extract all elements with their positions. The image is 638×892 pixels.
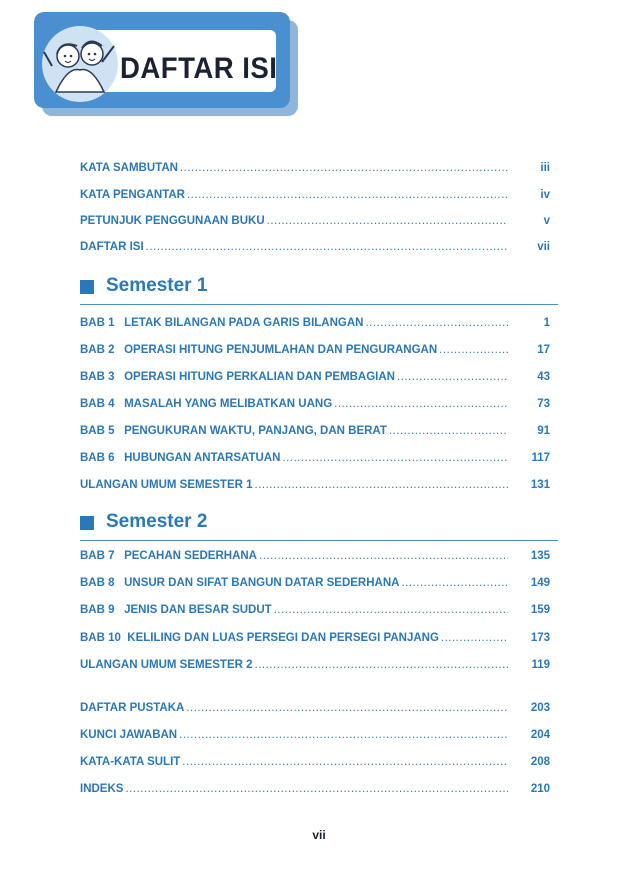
toc-entry[interactable]	[80, 632, 560, 648]
dot-leader	[282, 452, 508, 464]
dot-leader	[125, 783, 508, 795]
dot-leader	[259, 550, 508, 562]
toc-entry-label: BAB 2 OPERASI HITUNG PENJUMLAHAN DAN PENGURANGAN	[80, 344, 438, 356]
toc-entry-leader	[80, 729, 510, 741]
toc-entry[interactable]	[80, 756, 560, 772]
toc-entry-page: 149	[530, 577, 550, 589]
toc-entry-label: ULANGAN UMUM SEMESTER 1	[80, 479, 253, 491]
toc-entry-label: BAB 9 JENIS DAN BESAR SUDUT	[80, 604, 272, 616]
title-banner	[34, 12, 298, 116]
semester-2-heading: Semester 2	[80, 512, 558, 541]
toc-entry-leader	[80, 241, 510, 253]
toc-entry[interactable]	[80, 425, 560, 441]
toc-entry[interactable]	[80, 241, 560, 257]
toc-entry[interactable]	[80, 659, 560, 675]
page-title: DAFTAR ISI	[120, 52, 278, 85]
toc-entry-page: 208	[530, 756, 550, 768]
toc-entry-page: 73	[537, 398, 550, 410]
toc-entry[interactable]	[80, 577, 560, 593]
toc-entry[interactable]	[80, 452, 560, 468]
dot-leader	[441, 632, 508, 644]
toc-entry[interactable]	[80, 702, 560, 718]
semester-1-heading: Semester 1	[80, 276, 558, 305]
toc-entry[interactable]	[80, 550, 560, 566]
toc-entry-leader	[80, 756, 510, 768]
toc-entry-label: DAFTAR PUSTAKA	[80, 702, 185, 714]
toc-entry-leader	[80, 398, 510, 410]
toc-entry-page: 17	[537, 344, 550, 356]
dot-leader	[182, 756, 508, 768]
toc-entry-page: 119	[531, 659, 550, 671]
toc-entry-leader	[80, 659, 510, 671]
toc-entry-leader	[80, 425, 510, 437]
toc-entry-label: BAB 7 PECAHAN SEDERHANA	[80, 550, 257, 562]
toc-entry-leader	[80, 317, 510, 329]
dot-leader	[274, 604, 508, 616]
dot-leader	[397, 371, 508, 383]
toc-entry-leader	[80, 189, 510, 201]
dot-leader	[255, 479, 508, 491]
toc-entry-page: 203	[530, 702, 550, 714]
toc-entry-page: iii	[540, 162, 550, 174]
toc-entry-page: 210	[530, 783, 550, 795]
toc-entry[interactable]	[80, 317, 560, 333]
toc-entry[interactable]	[80, 783, 560, 799]
toc-entry-label: BAB 1 LETAK BILANGAN PADA GARIS BILANGAN	[80, 317, 364, 329]
dot-leader	[389, 425, 508, 437]
toc-entry[interactable]	[80, 162, 560, 178]
dot-leader	[146, 241, 508, 253]
toc-entry-page: 43	[537, 371, 550, 383]
toc-entry-label: KATA PENGANTAR	[80, 189, 185, 201]
toc-entry-leader	[80, 604, 510, 616]
toc-entry-label: KATA SAMBUTAN	[80, 162, 178, 174]
toc-entry[interactable]	[80, 479, 560, 495]
toc-entry-label: KATA-KATA SULIT	[80, 756, 181, 768]
toc-entry-leader	[80, 702, 510, 714]
dot-leader	[401, 577, 508, 589]
toc-entry-leader	[80, 479, 510, 491]
toc-entry[interactable]	[80, 604, 560, 620]
toc-entry-label: BAB 3 OPERASI HITUNG PERKALIAN DAN PEMBAGIAN	[80, 371, 395, 383]
toc-entry-label: BAB 5 PENGUKURAN WAKTU, PANJANG, DAN BERAT	[80, 425, 387, 437]
toc-entry[interactable]	[80, 729, 560, 745]
toc-entry-page: 204	[530, 729, 550, 741]
page-number: vii	[312, 828, 326, 842]
dot-leader	[187, 189, 508, 201]
toc-entry-label: ULANGAN UMUM SEMESTER 2	[80, 659, 253, 671]
dot-leader	[255, 659, 508, 671]
toc-entry-page: v	[543, 215, 550, 227]
toc-entry-label: KUNCI JAWABAN	[80, 729, 178, 741]
toc-entry-leader	[80, 632, 510, 644]
toc-entry-label: BAB 10 KELILING DAN LUAS PERSEGI DAN PERSEGI PANJANG	[80, 632, 439, 644]
toc-entry-label: BAB 8 UNSUR DAN SIFAT BANGUN DATAR SEDERHANA	[80, 577, 400, 589]
toc-entry-leader	[80, 371, 510, 383]
children-illustration-icon	[38, 22, 122, 106]
dot-leader	[180, 162, 508, 174]
toc-entry-label: PETUNJUK PENGGUNAAN BUKU	[80, 215, 265, 227]
toc-entry-page: 91	[537, 425, 550, 437]
toc-entry[interactable]	[80, 344, 560, 360]
dot-leader	[186, 702, 508, 714]
toc-entry[interactable]	[80, 398, 560, 414]
dot-leader	[267, 215, 508, 227]
toc-entry-page: vii	[537, 241, 550, 253]
dot-leader	[179, 729, 508, 741]
toc-entry-label: BAB 6 HUBUNGAN ANTARSATUAN	[80, 452, 281, 464]
square-bullet-icon	[80, 280, 94, 294]
toc-entry-leader	[80, 550, 510, 562]
toc-entry-label: DAFTAR ISI	[80, 241, 144, 253]
dot-leader	[439, 344, 508, 356]
toc-entry-page: 159	[530, 604, 550, 616]
square-bullet-icon	[80, 516, 94, 530]
toc-entry-leader	[80, 452, 510, 464]
toc-entry[interactable]	[80, 215, 560, 231]
toc-entry-page: 1	[543, 317, 550, 329]
toc-entry-label: BAB 4 MASALAH YANG MELIBATKAN UANG	[80, 398, 333, 410]
toc-entry-page: 173	[530, 632, 550, 644]
toc-entry-page: iv	[540, 189, 550, 201]
toc-entry-page: 117	[531, 452, 550, 464]
toc-entry-leader	[80, 344, 510, 356]
toc-entry-leader	[80, 783, 510, 795]
toc-entry[interactable]	[80, 189, 560, 205]
toc-entry-page: 131	[530, 479, 550, 491]
toc-entry-page: 135	[530, 550, 550, 562]
dot-leader	[334, 398, 508, 410]
dot-leader	[365, 317, 508, 329]
toc-entry-leader	[80, 215, 510, 227]
toc-entry[interactable]	[80, 371, 560, 387]
toc-entry-label: INDEKS	[80, 783, 124, 795]
toc-entry-leader	[80, 577, 510, 589]
toc-entry-leader	[80, 162, 510, 174]
